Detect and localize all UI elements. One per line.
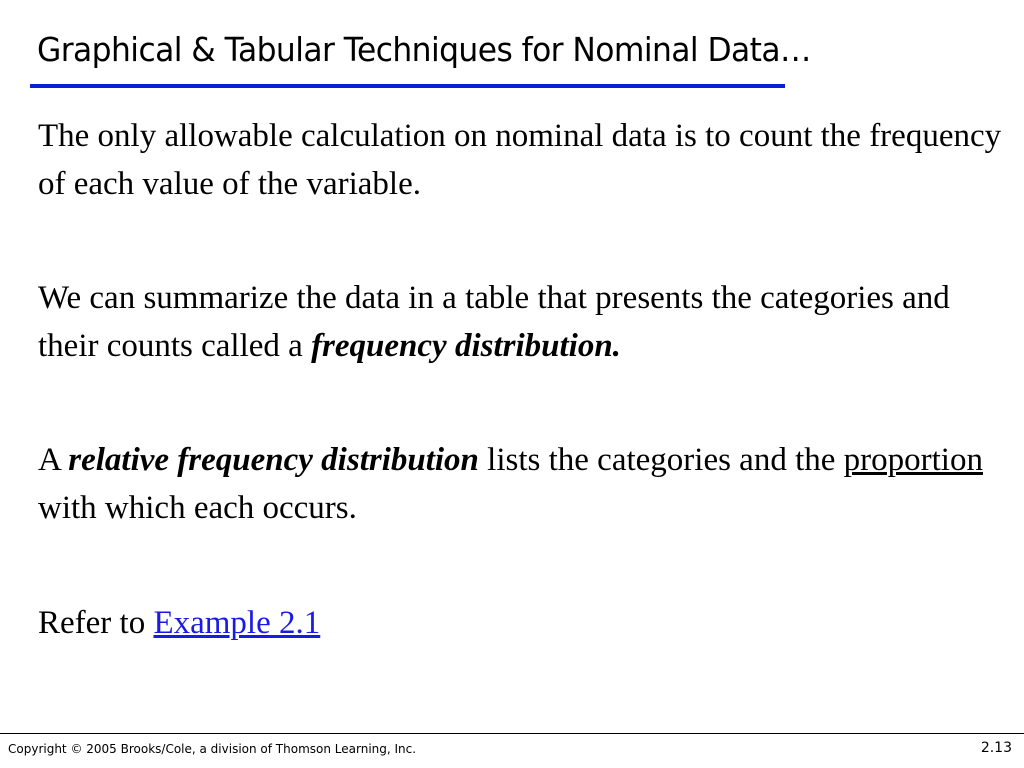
footer-divider (0, 733, 1024, 734)
paragraph-frequency-distribution (38, 274, 1013, 370)
paragraph-frequency-distribution-text: We can summarize the data in a table that presents the categories and their counts called a (38, 280, 950, 364)
copyright-notice: Copyright © 2005 Brooks/Cole, a division of Thomson Learning, Inc. (8, 742, 417, 756)
term-relative-frequency-distribution: relative frequency distribution (68, 442, 479, 478)
paragraph-refer-to-example (38, 599, 1013, 647)
term-proportion: proportion (843, 442, 983, 478)
paragraph-refer-lead: Refer to (38, 605, 154, 641)
paragraph-counting-text: The only allowable calculation on nominal data is to count the frequency of each value of the variable. (38, 118, 1002, 202)
term-frequency-distribution: frequency distribution. (311, 328, 621, 364)
slide-number: 2.13 (980, 740, 1012, 756)
example-2-1-link[interactable]: Example 2.1 (153, 605, 321, 641)
paragraph-relative-frequency-middle: lists the categories and the (478, 442, 844, 478)
paragraph-relative-frequency-tail: with which each occurs. (38, 490, 357, 526)
paragraph-relative-frequency-lead: A (38, 442, 69, 478)
slide-title: Graphical & Tabular Techniques for Nominal Data… (37, 30, 811, 69)
paragraph-counting (38, 112, 1013, 208)
title-underline-rule (30, 84, 785, 88)
paragraph-relative-frequency (38, 436, 1013, 532)
